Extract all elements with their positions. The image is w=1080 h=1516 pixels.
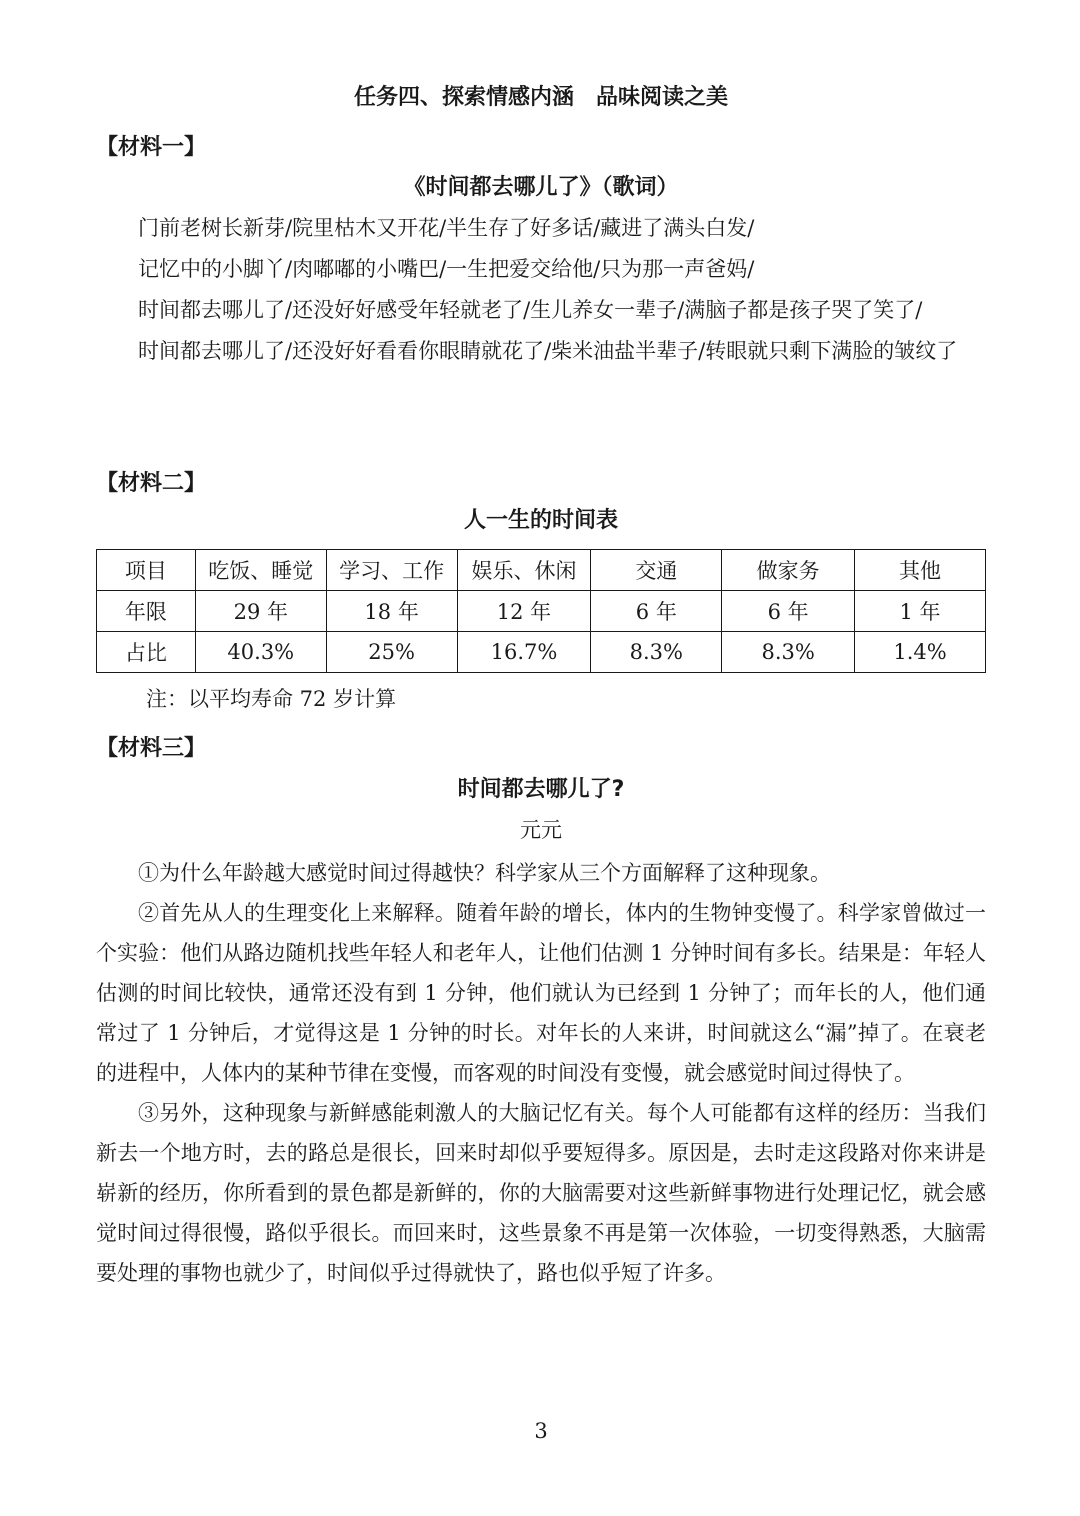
material2-label: 【材料二】: [96, 471, 207, 496]
table-cell: 1 年: [855, 591, 986, 632]
document-page: [96, 0, 986, 1516]
page-number: 3: [534, 1419, 548, 1443]
article-paragraph: ①为什么年龄越大感觉时间过得越快？科学家从三个方面解释了这种现象。: [138, 861, 831, 885]
task-title: 任务四、探索情感内涵 品味阅读之美: [353, 85, 728, 110]
table-cell: 16.7%: [457, 632, 591, 673]
lifetime-timetable: [96, 549, 986, 673]
article-paragraph: ②首先从人的生理变化上来解释。随着年龄的增长，体内的生物钟变慢了。科学家曾做过一个实验：他们从路边随机找些年轻人和老年人，让他们估测 1 分钟时间有多长。结果是：年轻人估测的时间比较快，通常还没有到 1 分钟，他们就认为已经到 1 分钟了；而年长的人，他们通常过了 1 分钟后，才觉得这是 1 分钟的时长。对年长的人来讲，时间就这么“漏”掉了。在衰老的进程中，人体内的某种节律在变慢，而客观的时间没有变慢，就会感觉时间过得快了。: [96, 901, 986, 1085]
table-cell: 29 年: [195, 591, 326, 632]
timetable-title: 人一生的时间表: [463, 508, 618, 533]
lyrics-line: 时间都去哪儿了/还没好好感受年轻就老了/生儿养女一辈子/满脑子都是孩子哭了笑了/: [138, 298, 923, 322]
table-header-cell: 其他: [855, 550, 986, 591]
lyrics-block: [96, 208, 986, 372]
lyrics-line: 记忆中的小脚丫/肉嘟嘟的小嘴巴/一生把爱交给他/只为那一声爸妈/: [138, 257, 755, 281]
article-title: 时间都去哪儿了?: [457, 777, 625, 802]
table-cell: 年限: [97, 591, 196, 632]
table-header-row: [97, 550, 986, 591]
table-cell: 18 年: [326, 591, 457, 632]
lyrics-line: 门前老树长新芽/院里枯木又开花/半生存了好多话/藏进了满头白发/: [138, 216, 755, 240]
table-cell: 8.3%: [591, 632, 722, 673]
table-cell: 12 年: [457, 591, 591, 632]
table-cell: 6 年: [722, 591, 855, 632]
material1-label: 【材料一】: [96, 135, 207, 160]
table-header-cell: 项目: [97, 550, 196, 591]
lyrics-title: 《时间都去哪儿了》（歌词）: [403, 175, 679, 200]
article-author: 元元: [520, 818, 562, 842]
table-header-cell: 吃饭、睡觉: [195, 550, 326, 591]
article-body: [96, 853, 986, 1293]
article-paragraph: ③另外，这种现象与新鲜感能刺激人的大脑记忆有关。每个人可能都有这样的经历：当我们新去一个地方时，去的路总是很长，回来时却似乎要短得多。原因是，去时走这段路对你来讲是崭新的经历，你所看到的景色都是新鲜的，你的大脑需要对这些新鲜事物进行处理记忆，就会感觉时间过得很慢，路似乎很长。而回来时，这些景象不再是第一次体验，一切变得熟悉，大脑需要处理的事物也就少了，时间似乎过得就快了，路也似乎短了许多。: [96, 1101, 986, 1285]
table-header-cell: 交通: [591, 550, 722, 591]
table-header-cell: 娱乐、休闲: [457, 550, 591, 591]
table-cell: 1.4%: [855, 632, 986, 673]
material3-label: 【材料三】: [96, 736, 207, 761]
table-header-cell: 学习、工作: [326, 550, 457, 591]
table-cell: 6 年: [591, 591, 722, 632]
table-row: [97, 591, 986, 632]
table-cell: 占比: [97, 632, 196, 673]
table-header-cell: 做家务: [722, 550, 855, 591]
table-cell: 25%: [326, 632, 457, 673]
table-row: [97, 632, 986, 673]
table-cell: 40.3%: [195, 632, 326, 673]
table-note: 注：以平均寿命 72 岁计算: [146, 687, 397, 711]
table-cell: 8.3%: [722, 632, 855, 673]
lyrics-line: 时间都去哪儿了/还没好好看看你眼睛就花了/柴米油盐半辈子/转眼就只剩下满脸的皱纹了: [138, 339, 958, 363]
